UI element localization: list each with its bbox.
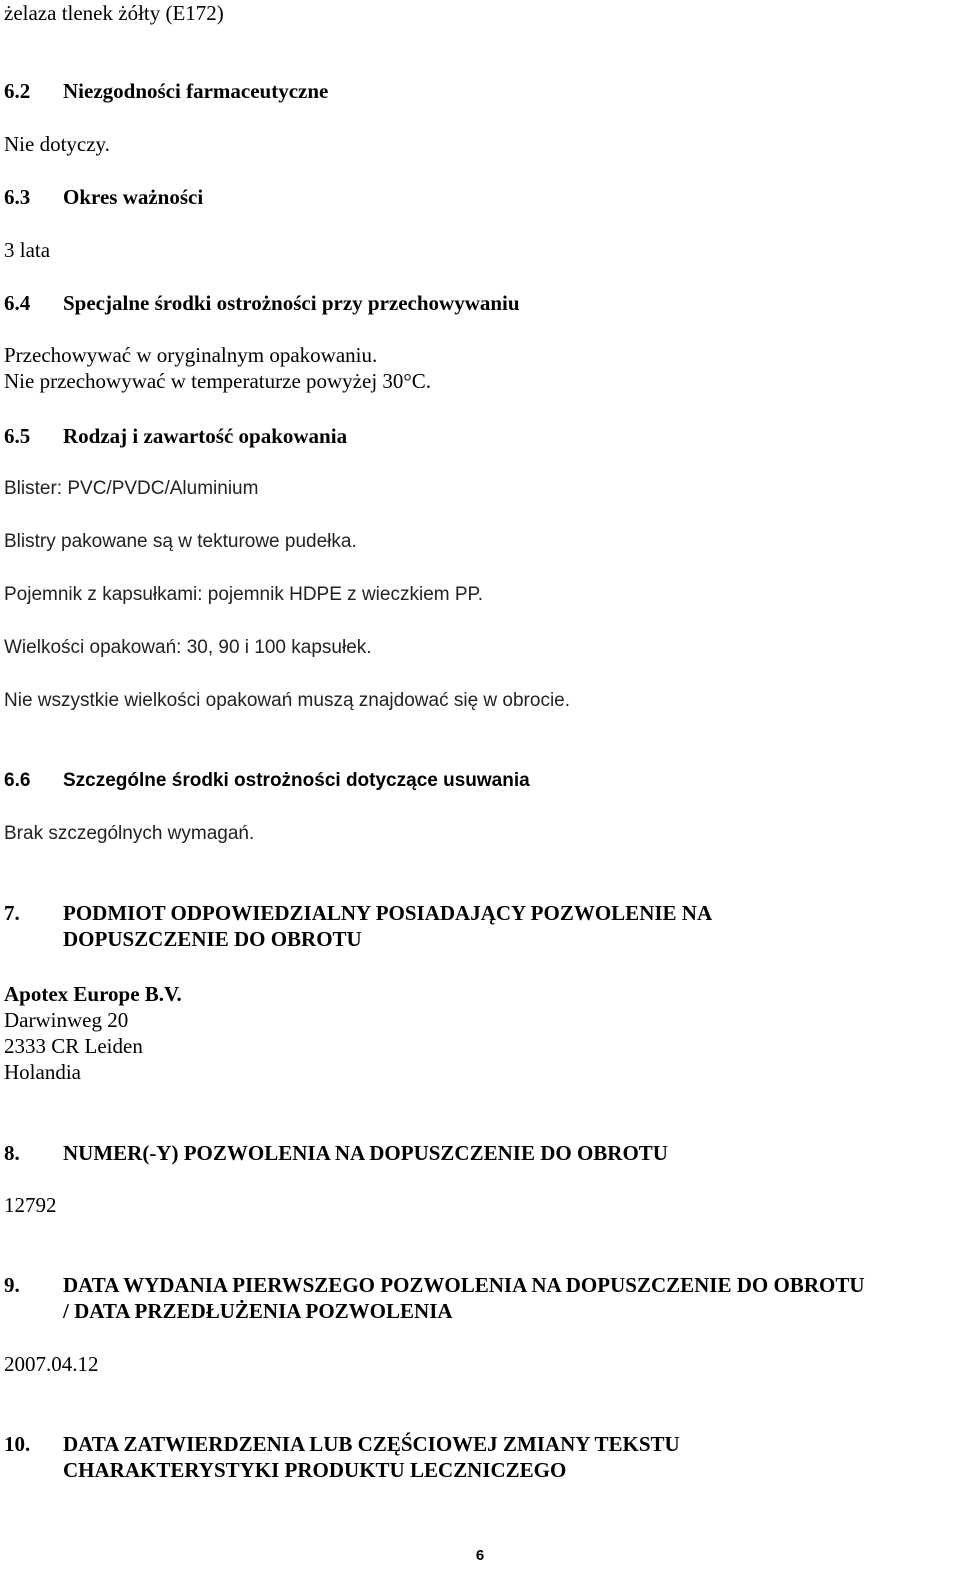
section-body: Nie dotyczy. <box>4 132 110 156</box>
section-heading-6-3 <box>4 184 203 210</box>
page-number: 6 <box>475 1547 485 1564</box>
excipient-line: żelaza tlenek żółty (E172) <box>4 1 224 25</box>
section-body: Nie przechowywać w temperaturze powyżej 30°C. <box>4 369 432 393</box>
section-number: 10. <box>4 1432 31 1456</box>
address-street: Darwinweg 20 <box>4 1008 129 1032</box>
section-title-continuation: / DATA PRZEDŁUŻENIA POZWOLENIA <box>63 1299 453 1323</box>
section-title: Rodzaj i zawartość opakowania <box>63 424 348 448</box>
section-body: Blister: PVC/PVDC/Aluminium <box>4 478 259 499</box>
section-number: 6.5 <box>4 424 31 448</box>
section-body: Wielkości opakowań: 30, 90 i 100 kapsułek. <box>4 637 372 658</box>
section-title: NUMER(-Y) POZWOLENIA NA DOPUSZCZENIE DO OBROTU <box>63 1141 668 1165</box>
section-body: Brak szczególnych wymagań. <box>4 823 255 844</box>
section-heading-7 <box>4 900 712 952</box>
section-number: 9. <box>4 1273 20 1297</box>
section-title: Okres ważności <box>63 185 204 209</box>
section-number: 6.4 <box>4 291 31 315</box>
section-heading-6-5 <box>4 423 347 449</box>
section-title-continuation: CHARAKTERYSTYKI PRODUKTU LECZNICZEGO <box>63 1458 567 1482</box>
section-number: 8. <box>4 1141 20 1165</box>
section-heading-6-6 <box>4 768 530 794</box>
section-heading-10 <box>4 1431 680 1483</box>
section-body: Pojemnik z kapsułkami: pojemnik HDPE z wieczkiem PP. <box>4 584 484 605</box>
authorisation-date: 2007.04.12 <box>4 1352 99 1376</box>
section-body: Blistry pakowane są w tekturowe pudełka. <box>4 531 357 552</box>
section-heading-6-4 <box>4 290 520 316</box>
section-heading-9 <box>4 1272 865 1324</box>
section-body: Przechowywać w oryginalnym opakowaniu. <box>4 343 378 367</box>
section-title: Szczególne środki ostrożności dotyczące usuwania <box>63 770 530 791</box>
section-number: 6.2 <box>4 79 31 103</box>
section-number: 6.3 <box>4 185 31 209</box>
section-title: Specjalne środki ostrożności przy przechowywaniu <box>63 291 520 315</box>
section-title: DATA ZATWIERDZENIA LUB CZĘŚCIOWEJ ZMIANY TEKSTU <box>63 1432 680 1456</box>
section-body: Nie wszystkie wielkości opakowań muszą znajdować się w obrocie. <box>4 690 571 711</box>
address-city: 2333 CR Leiden <box>4 1034 143 1058</box>
section-number: 7. <box>4 901 20 925</box>
authorisation-number: 12792 <box>4 1193 57 1217</box>
company-name: Apotex Europe B.V. <box>4 982 182 1006</box>
section-title: PODMIOT ODPOWIEDZIALNY POSIADAJĄCY POZWOLENIE NA <box>63 901 713 925</box>
section-number: 6.6 <box>4 770 31 791</box>
section-heading-8 <box>4 1140 668 1166</box>
section-title: DATA WYDANIA PIERWSZEGO POZWOLENIA NA DOPUSZCZENIE DO OBROTU <box>63 1273 865 1297</box>
address-country: Holandia <box>4 1060 81 1084</box>
section-heading-6-2 <box>4 78 328 104</box>
section-title-continuation: DOPUSZCZENIE DO OBROTU <box>63 927 362 951</box>
section-body: 3 lata <box>4 238 51 262</box>
section-title: Niezgodności farmaceutyczne <box>63 79 329 103</box>
